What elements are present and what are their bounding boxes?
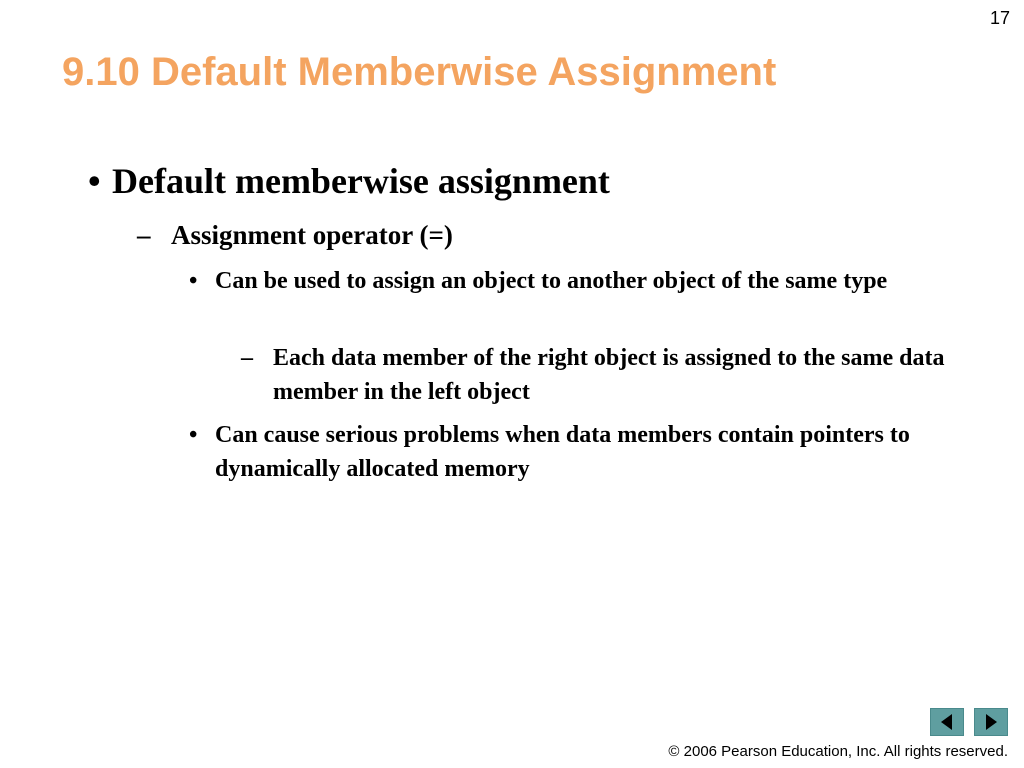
page-number: 17 xyxy=(989,8,1010,28)
bullet-text: Assignment operator (=) xyxy=(171,220,453,250)
bullet-marker: • xyxy=(189,268,198,294)
next-slide-button[interactable] xyxy=(974,708,1008,736)
copyright-footer: © 2006 Pearson Education, Inc. All rights reserved. xyxy=(668,743,1008,760)
previous-slide-button[interactable] xyxy=(930,708,964,736)
dash-marker: – xyxy=(241,345,253,371)
slide-navigation xyxy=(930,708,1008,736)
bullet-level4 xyxy=(241,341,961,409)
slide-title: 9.10 Default Memberwise Assignment xyxy=(62,50,777,94)
bullet-text: Can be used to assign an object to another object of the same type xyxy=(215,268,888,294)
bullet-marker: • xyxy=(88,161,101,201)
triangle-left-icon xyxy=(931,709,963,735)
bullet-marker: • xyxy=(189,422,198,448)
bullet-level3 xyxy=(189,418,969,486)
bullet-level1 xyxy=(88,158,968,204)
bullet-level2 xyxy=(137,218,967,252)
dash-marker: – xyxy=(137,220,151,250)
bullet-text: Default memberwise assignment xyxy=(112,161,610,201)
bullet-level3 xyxy=(189,264,969,298)
triangle-right-icon xyxy=(975,709,1007,735)
bullet-text: Can cause serious problems when data members contain pointers to dynamically allocated memory xyxy=(215,422,910,482)
bullet-text: Each data member of the right object is assigned to the same data member in the left object xyxy=(273,345,945,405)
